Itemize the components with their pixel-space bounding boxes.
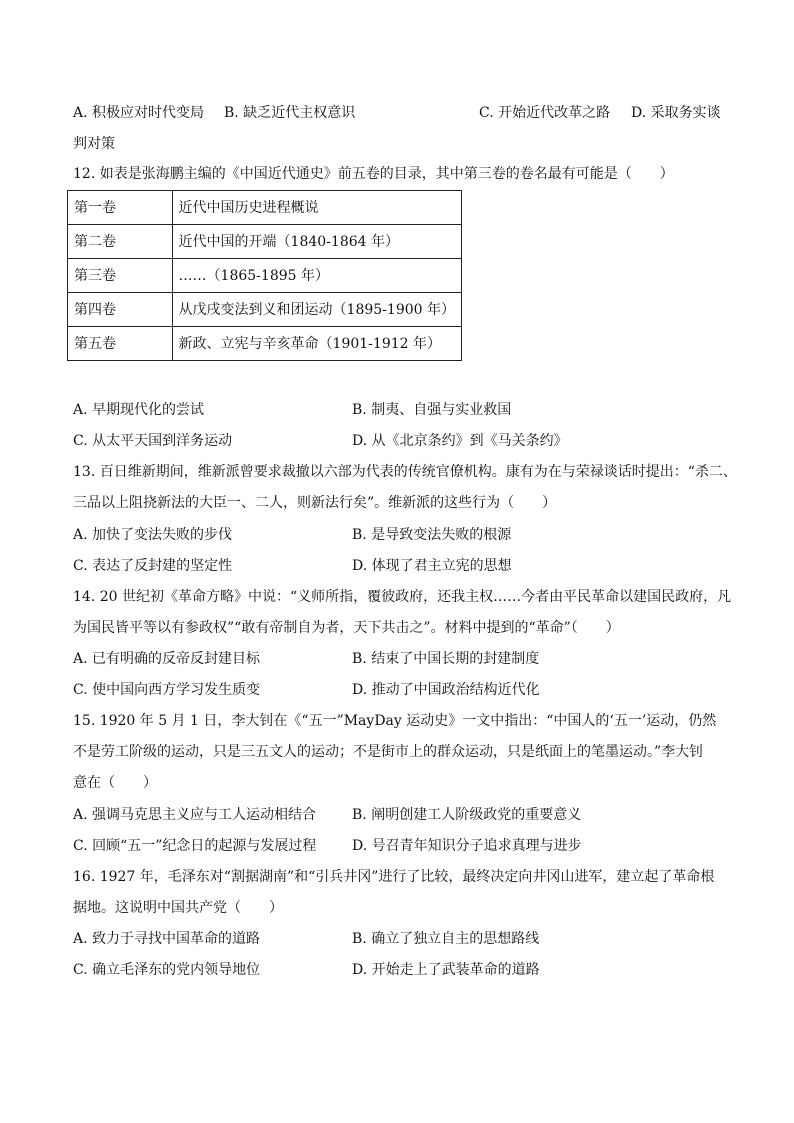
- q16-option-b: B. 确立了独立自主的思想路线: [352, 931, 540, 947]
- q15-stem-line-1: 15. 1920 年 5 月 1 日，李大钊在《“五一”MayDay 运动史》一文中指出：“中国人的‘五一’运动，仍然: [73, 713, 717, 729]
- q16-stem-line-2: 据地。这说明中国共产党（ ）: [73, 900, 283, 916]
- volume-title: ……（1865-1895 年）: [172, 259, 461, 293]
- q14-option-a: A. 已有明确的反帝反封建目标: [73, 651, 261, 667]
- q13-option-d: D. 体现了君主立宪的思想: [352, 558, 512, 574]
- q11-option-b: B. 缺乏近代主权意识: [224, 105, 356, 121]
- q14-stem-line-1: 14. 20 世纪初《革命方略》中说：“义师所指，覆彼政府，还我主权……今者由平民革命以建国民政府，凡: [73, 589, 732, 605]
- volume-label: 第二卷: [68, 225, 173, 259]
- q13-option-b: B. 是导致变法失败的根源: [352, 527, 512, 543]
- q15-stem-line-3: 意在（ ）: [73, 775, 157, 791]
- q16-option-a: A. 致力于寻找中国革命的道路: [73, 931, 261, 947]
- q11-option-d-continued: 判对策: [73, 136, 115, 152]
- q15-option-c: C. 回顾“五一”纪念日的起源与发展过程: [73, 838, 317, 854]
- table-row: [68, 327, 462, 361]
- q11-option-a: A. 积极应对时代变局: [73, 105, 205, 121]
- q14-stem-line-2: 为国民皆平等以有参政权”“敢有帝制自为者，天下共击之”。材料中提到的“革命”（ ）: [73, 620, 620, 636]
- q15-option-a: A. 强调马克思主义应与工人运动相结合: [73, 807, 317, 823]
- q15-option-b: B. 阐明创建工人阶级政党的重要意义: [352, 807, 582, 823]
- q11-option-d: D. 采取务实谈: [631, 105, 721, 121]
- q14-option-b: B. 结束了中国长期的封建制度: [352, 651, 540, 667]
- volume-label: 第四卷: [68, 293, 173, 327]
- volume-title: 近代中国的开端（1840-1864 年）: [172, 225, 461, 259]
- volume-label: 第三卷: [68, 259, 173, 293]
- q15-option-d: D. 号召青年知识分子追求真理与进步: [352, 838, 582, 854]
- table-row: [68, 259, 462, 293]
- q13-option-a: A. 加快了变法失败的步伐: [73, 527, 233, 543]
- q13-stem-line-2: 三品以上阻挠新法的大臣一、二人，则新法行矣”。维新派的这些行为（ ）: [73, 495, 557, 511]
- q12-contents-table: [67, 190, 462, 361]
- volume-label: 第一卷: [68, 191, 173, 225]
- q12-option-c: C. 从太平天国到洋务运动: [73, 433, 233, 449]
- q14-option-d: D. 推动了中国政治结构近代化: [352, 682, 540, 698]
- volume-title: 从戊戌变法到义和团运动（1895-1900 年）: [172, 293, 461, 327]
- q12-stem: 12. 如表是张海鹏主编的《中国近代通史》前五卷的目录，其中第三卷的卷名最有可能是（ ）: [73, 166, 674, 182]
- q13-stem-line-1: 13. 百日维新期间，维新派曾要求裁撤以六部为代表的传统官僚机构。康有为在与荣禄谈话时提出：“杀二、: [73, 464, 737, 480]
- volume-title: 近代中国历史进程概说: [172, 191, 461, 225]
- q16-stem-line-1: 16. 1927 年，毛泽东对“割据湖南”和“引兵井冈”进行了比较，最终决定向井冈山进军，建立起了革命根: [73, 869, 715, 885]
- q16-option-d: D. 开始走上了武装革命的道路: [352, 962, 540, 978]
- q12-option-d: D. 从《北京条约》到《马关条约》: [352, 433, 568, 449]
- q12-option-b: B. 制夷、自强与实业救国: [352, 402, 512, 418]
- q13-option-c: C. 表达了反封建的坚定性: [73, 558, 233, 574]
- table-row: [68, 225, 462, 259]
- table-row: [68, 191, 462, 225]
- q11-option-c: C. 开始近代改革之路: [479, 105, 611, 121]
- table-row: [68, 293, 462, 327]
- volume-label: 第五卷: [68, 327, 173, 361]
- volume-title: 新政、立宪与辛亥革命（1901-1912 年）: [172, 327, 461, 361]
- q15-stem-line-2: 不是劳工阶级的运动，只是三五文人的运动；不是街市上的群众运动，只是纸面上的笔墨运动。”李大钊: [73, 744, 704, 760]
- q16-option-c: C. 确立毛泽东的党内领导地位: [73, 962, 261, 978]
- q12-option-a: A. 早期现代化的尝试: [73, 402, 205, 418]
- q14-option-c: C. 使中国向西方学习发生质变: [73, 682, 261, 698]
